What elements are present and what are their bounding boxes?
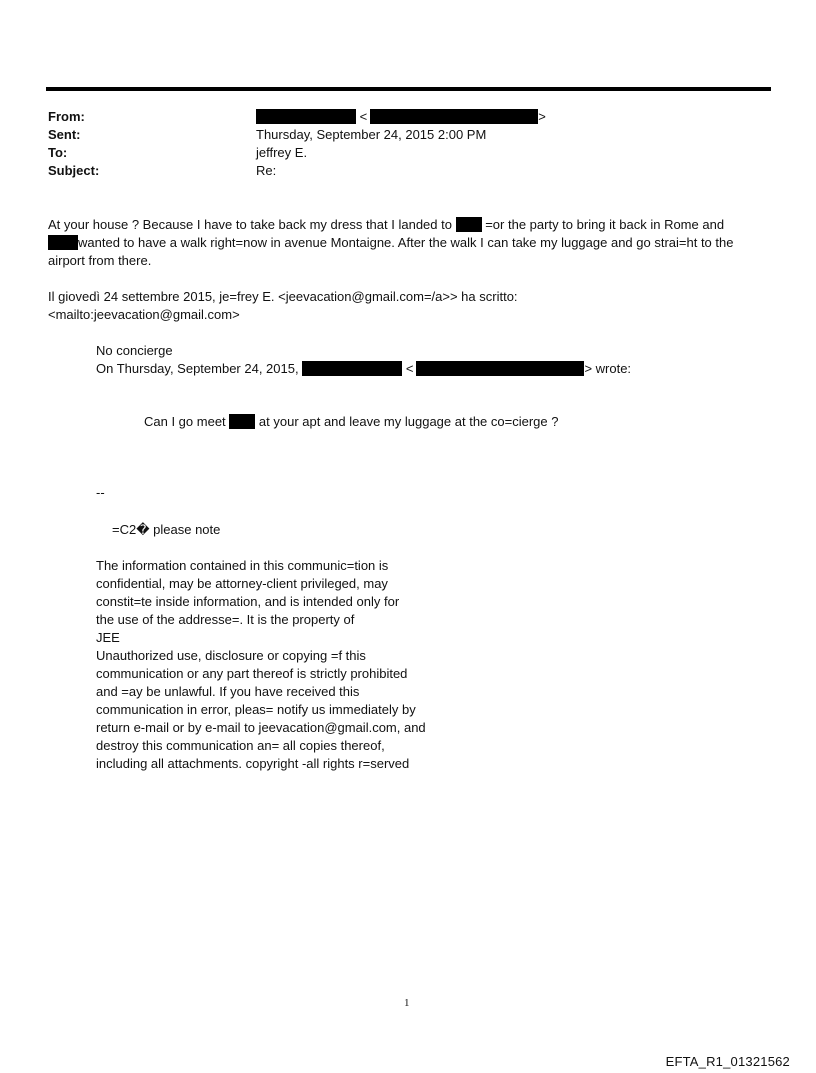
text: < — [405, 361, 414, 376]
disclaimer-line: including all attachments. copyright -all rights r=served — [96, 756, 410, 771]
redaction-block — [370, 109, 538, 124]
sent-value: Thursday, September 24, 2015 2:00 PM — [256, 127, 487, 142]
sent-label: Sent: — [48, 127, 81, 142]
text: =or the party to bring it back in Rome and — [485, 217, 725, 232]
disclaimer-line: confidential, may be attorney-client privileged, may — [96, 576, 388, 591]
redaction-block — [256, 109, 356, 124]
redaction-block — [456, 217, 482, 232]
from-gt: > — [538, 109, 546, 124]
disclaimer-line: destroy this communication an= all copies thereof, — [96, 738, 385, 753]
disclaimer-line: and =ay be unlawful. If you have received this — [96, 684, 360, 699]
body-line — [96, 360, 631, 378]
body-line — [48, 216, 733, 234]
body-line: No concierge — [96, 343, 173, 358]
body-paragraph-1 — [48, 216, 733, 270]
body-line: <mailto:jeevacation@gmail.com> — [48, 307, 240, 322]
text: at your apt and leave my luggage at the co=cierge ? — [258, 414, 559, 429]
disclaimer-line: the use of the addresse=. It is the property of — [96, 612, 355, 627]
to-value: jeffrey E. — [256, 145, 308, 160]
body-line — [144, 413, 558, 431]
disclaimer-line: communication in error, pleas= notify us immediately by — [96, 702, 416, 717]
from-label: From: — [48, 109, 85, 124]
text: On Thursday, September 24, 2015, — [96, 361, 299, 376]
disclaimer-line: The information contained in this communic=tion is — [96, 558, 389, 573]
text: wanted to have a walk right=now in avenue Montaigne. After the walk I can take my luggage and go strai=ht to the — [78, 235, 734, 250]
quoted-original — [144, 413, 558, 431]
disclaimer-line: constit=te inside information, and is intended only for — [96, 594, 400, 609]
please-note: =C2� please note — [112, 522, 221, 537]
from-value — [256, 108, 546, 126]
disclaimer — [96, 557, 426, 773]
disclaimer-line: Unauthorized use, disclosure or copying =f this — [96, 648, 366, 663]
redaction-block — [302, 361, 402, 376]
to-label: To: — [48, 145, 68, 160]
text: > wrote: — [584, 361, 632, 376]
subject-label: Subject: — [48, 163, 100, 178]
disclaimer-line: communication or any part thereof is strictly prohibited — [96, 666, 408, 681]
reply-attribution — [48, 288, 518, 324]
document-id: EFTA_R1_01321562 — [665, 1054, 790, 1069]
subject-value: Re: — [256, 163, 277, 178]
body-line: airport from there. — [48, 253, 152, 268]
page-number: 1 — [404, 997, 410, 1009]
signature-dashes: -- — [96, 485, 105, 500]
body-line: Il giovedì 24 settembre 2015, je=frey E. <jeevacation@gmail.com=/a>> ha scritto: — [48, 289, 518, 304]
from-lt: < — [359, 109, 368, 124]
quoted-reply — [96, 342, 631, 378]
redaction-block — [229, 414, 255, 429]
body-line — [48, 234, 733, 252]
disclaimer-line: return e-mail or by e-mail to jeevacation@gmail.com, and — [96, 720, 426, 735]
text: At your house ? Because I have to take back my dress that I landed to — [48, 217, 452, 232]
redaction-block — [416, 361, 584, 376]
text: Can I go meet — [144, 414, 226, 429]
disclaimer-line: JEE — [96, 630, 120, 645]
redaction-block — [48, 235, 78, 250]
header-rule — [46, 87, 771, 91]
